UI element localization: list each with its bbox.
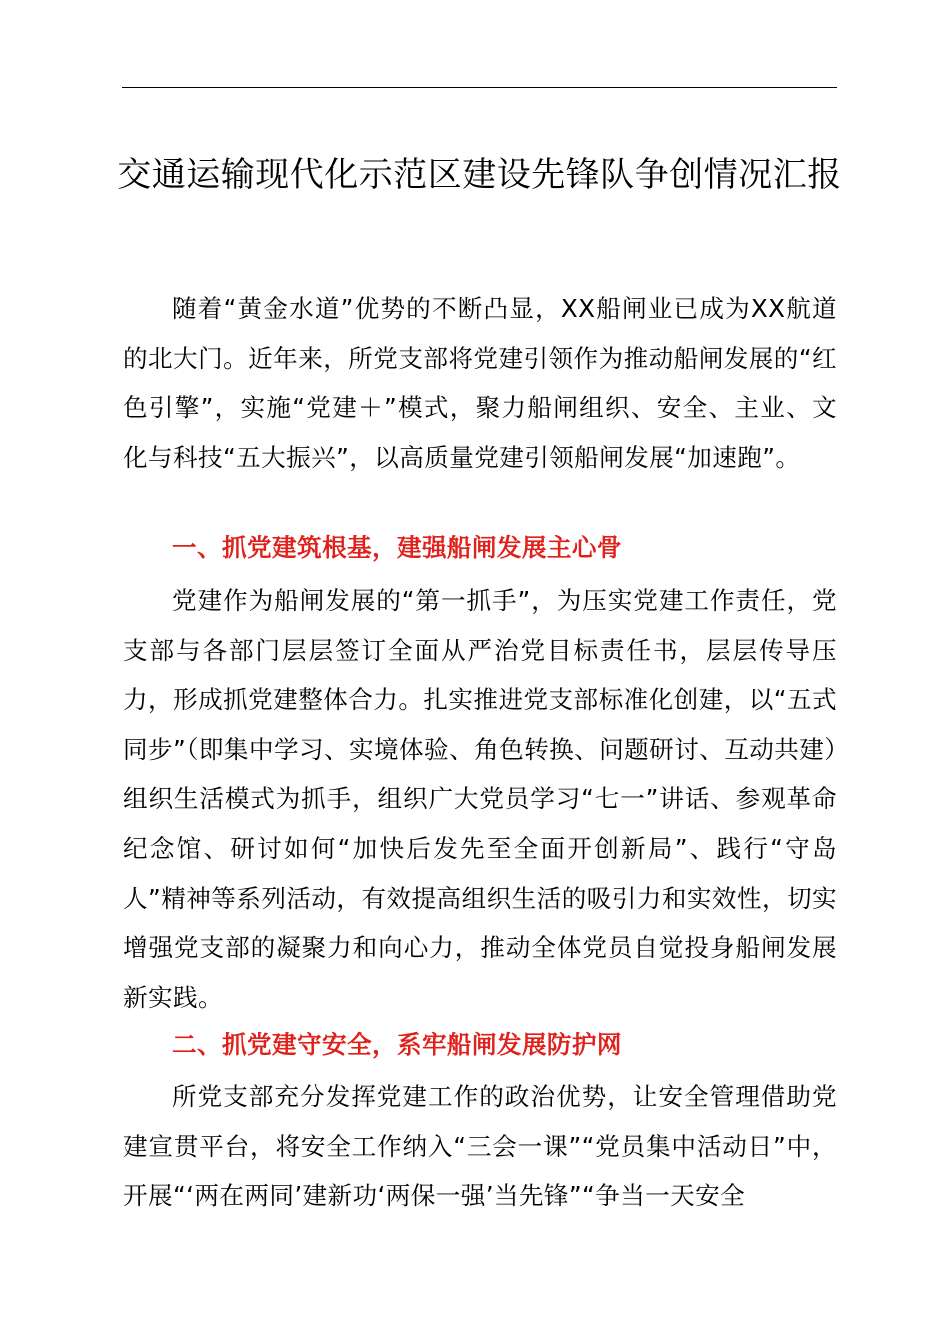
section-body-1: 党建作为船闸发展的“第一抓手”，为压实党建工作责任，党支部与各部门层层签订全面从严治党目标责任书，层层传导压力，形成抓党建整体合力。扎实推进党支部标准化创建，以“五式同步”（即集中学习、实境体验、角色转换、问题研讨、互动共建）组织生活模式为抓手，组织广大党员学习“七一”讲话、参观革命纪念馆、研讨如何“加快后发先至全面开创新局”、践行“守岛人”精神等系列活动，有效提高组织生活的吸引力和实效性，切实增强党支部的凝聚力和向心力，推动全体党员自觉投身船闸发展新实践。 [123,586,837,1012]
intro-paragraph: 随着“黄金水道”优势的不断凸显，XX船闸业已成为XX航道的北大门。近年来，所党支部将党建引领作为推动船闸发展的“红色引擎”，实施“党建＋”模式，聚力船闸组织、安全、主业、文化与科技“五大振兴”，以高质量党建引领船闸发展“加速跑”。 [123,294,837,472]
section-heading-1: 一、抓党建筑根基，建强船闸发展主心骨 [172,533,622,562]
section-body-2: 所党支部充分发挥党建工作的政治优势，让安全管理借助党建宣贯平台，将安全工作纳入“三会一课”“党员集中活动日”中，开展“‘两在两同’建新功‘两保一强’当先锋”“争当一天安全 [123,1082,837,1211]
header-rule [122,87,837,88]
section-heading-2: 二、抓党建守安全，系牢船闸发展防护网 [172,1030,622,1059]
document-title: 交通运输现代化示范区建设先锋队争创情况汇报 [117,155,842,195]
